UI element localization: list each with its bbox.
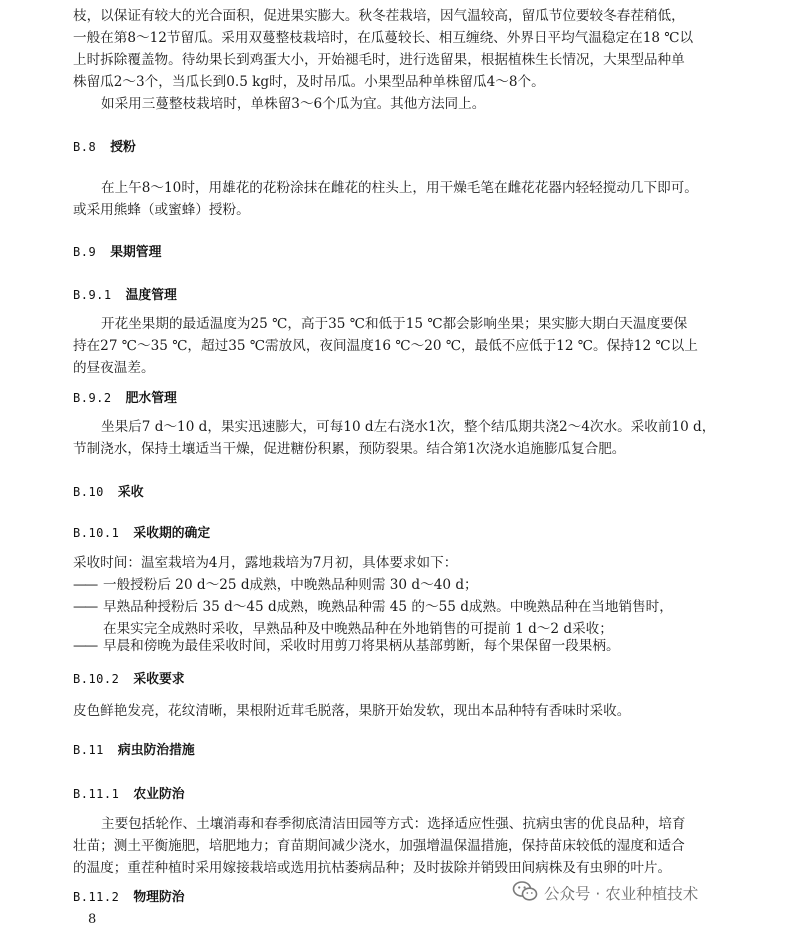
section-heading-b9 — [73, 243, 161, 262]
text-line: 坐果后7 d～10 d，果实迅速膨大，可每10 d左右浇水1次，整个结瓜期共浇2～4次水。采收前10 d， — [101, 419, 716, 435]
section-title: 物理防治 — [133, 890, 185, 905]
text-line: 皮色鲜艳发亮，花纹清晰，果根附近茸毛脱落，果脐开始发软，现出本品种特有香味时采收。 — [73, 703, 631, 719]
page-number: 8 — [88, 912, 97, 927]
section-heading-b8 — [73, 138, 136, 157]
paragraph-b101-intro — [73, 552, 705, 574]
section-heading-b92 — [73, 389, 177, 408]
section-number: B.11 — [73, 743, 104, 757]
section-number: B.10.1 — [73, 526, 120, 540]
text-line: 的昼夜温差。 — [73, 360, 155, 376]
section-title: 授粉 — [110, 140, 136, 155]
watermark — [512, 881, 698, 905]
paragraph-b92-cont — [73, 438, 705, 460]
section-heading-b101 — [73, 524, 210, 543]
section-heading-b102 — [73, 670, 185, 689]
text-line: 在上午8～10时，用雄花的花粉涂抹在雌花的柱头上，用干燥毛笔在雌花花器内轻轻搅动几下即可。 — [101, 180, 698, 196]
section-heading-b11 — [73, 741, 195, 760]
section-number: B.11.2 — [73, 890, 120, 904]
section-title: 肥水管理 — [125, 391, 177, 406]
list-item-continuation: 在果实完全成熟时采收，早熟品种及中晚熟品种在外地销售的可提前 1 d～2 d采收； — [103, 621, 613, 637]
list-item-text: 早熟品种授粉后 35 d～45 d成熟，晚熟品种需 45 的～55 d成熟。中晚熟品种在当地销售时， — [103, 599, 673, 615]
text-line: 主要包括轮作、土壤消毒和春季彻底清洁田园等方式：选择适应性强、抗病虫害的优良品种，培育 — [101, 816, 686, 832]
section-title: 果期管理 — [110, 245, 162, 260]
section-title: 农业防治 — [133, 787, 185, 802]
text-line: 一般在第8～12节留瓜。采用双蔓整枝栽培时，在瓜蔓较长、相互缠绕、外界日平均气温稳定在18 ℃以 — [73, 30, 694, 46]
text-line: 上时拆除覆盖物。待幼果长到鸡蛋大小，开始褪毛时，进行选留果，根据植株生长情况，大果型品种单 — [73, 52, 685, 68]
watermark-text: 公众号 · 农业种植技术 — [544, 885, 699, 903]
text-line: 壮苗；测土平衡施肥，培肥地力；育苗期间减少浇水，加强增温保温措施，保持苗床较低的湿度和适合 — [73, 838, 685, 854]
section-number: B.8 — [73, 140, 97, 154]
paragraph-b8 — [73, 177, 733, 199]
section-number: B.9.1 — [73, 288, 112, 302]
text-line: 节制浇水，保持土壤适当干燥，促进糖份积累，预防裂果。结合第1次浇水追施膨瓜复合肥。 — [73, 441, 626, 457]
paragraph-b92 — [73, 416, 733, 438]
section-number: B.9 — [73, 245, 97, 259]
text-line: 或采用熊蜂（或蜜蜂）授粉。 — [73, 202, 250, 218]
text-line: 如采用三蔓整枝栽培时，单株留3～6个瓜为宜。其他方法同上。 — [101, 96, 486, 112]
section-number: B.10.2 — [73, 672, 120, 686]
section-title: 采收 — [117, 485, 144, 500]
text-line: 采收时间：温室栽培为4月，露地栽培为7月初，具体要求如下： — [73, 555, 458, 571]
list-item — [73, 635, 620, 657]
wechat-icon — [512, 880, 544, 906]
list-dash: —— — [73, 599, 97, 615]
paragraph-b102 — [73, 700, 705, 722]
list-item-text: 早晨和傍晚为最佳采收时间，采收时用剪刀将果柄从基部剪断，每个果保留一段果柄。 — [103, 638, 620, 654]
paragraph-intro — [73, 5, 705, 93]
section-title: 采收期的确定 — [133, 526, 211, 541]
paragraph-b8-cont — [73, 199, 705, 221]
list-item — [73, 574, 478, 596]
paragraph-intro-2 — [73, 93, 733, 115]
text-line: 株留瓜2～3个，当瓜长到0.5 kg时，及时吊瓜。小果型品种单株留瓜4～8个。 — [73, 74, 545, 90]
section-heading-b112 — [73, 888, 185, 907]
text-line: 持在27 ℃～35 ℃，超过35 ℃需放风，夜间温度16 ℃～20 ℃，最低不应低于12 ℃。保持12 ℃以上 — [73, 338, 698, 354]
list-item — [73, 596, 673, 640]
section-number: B.11.1 — [73, 787, 120, 801]
section-title: 病虫防治措施 — [117, 743, 195, 758]
text-line: 的温度；重茬种植时采用嫁接栽培或选用抗枯萎病品种；及时拔除并销毁田间病株及有虫卵的叶片。 — [73, 860, 672, 876]
section-title: 温度管理 — [125, 288, 177, 303]
section-number: B.9.2 — [73, 391, 112, 405]
paragraph-b111-cont — [73, 835, 705, 879]
list-item-text: 一般授粉后 20 d～25 d成熟，中晚熟品种则需 30 d～40 d； — [103, 577, 478, 593]
paragraph-b91 — [73, 313, 733, 335]
paragraph-b91-cont — [73, 335, 705, 379]
section-heading-b10 — [73, 483, 144, 502]
section-heading-b111 — [73, 785, 185, 804]
paragraph-b111 — [73, 813, 733, 835]
list-dash: —— — [73, 638, 97, 654]
section-heading-b91 — [73, 286, 177, 305]
section-number: B.10 — [73, 485, 104, 499]
text-line: 枝，以保证有较大的光合面积，促进果实膨大。秋冬茬栽培，因气温较高，留瓜节位要较冬春茬稍低， — [73, 8, 685, 24]
list-dash: —— — [73, 577, 97, 593]
section-title: 采收要求 — [133, 672, 185, 687]
text-line: 开花坐果期的最适温度为25 ℃，高于35 ℃和低于15 ℃都会影响坐果；果实膨大期白天温度要保 — [101, 316, 688, 332]
